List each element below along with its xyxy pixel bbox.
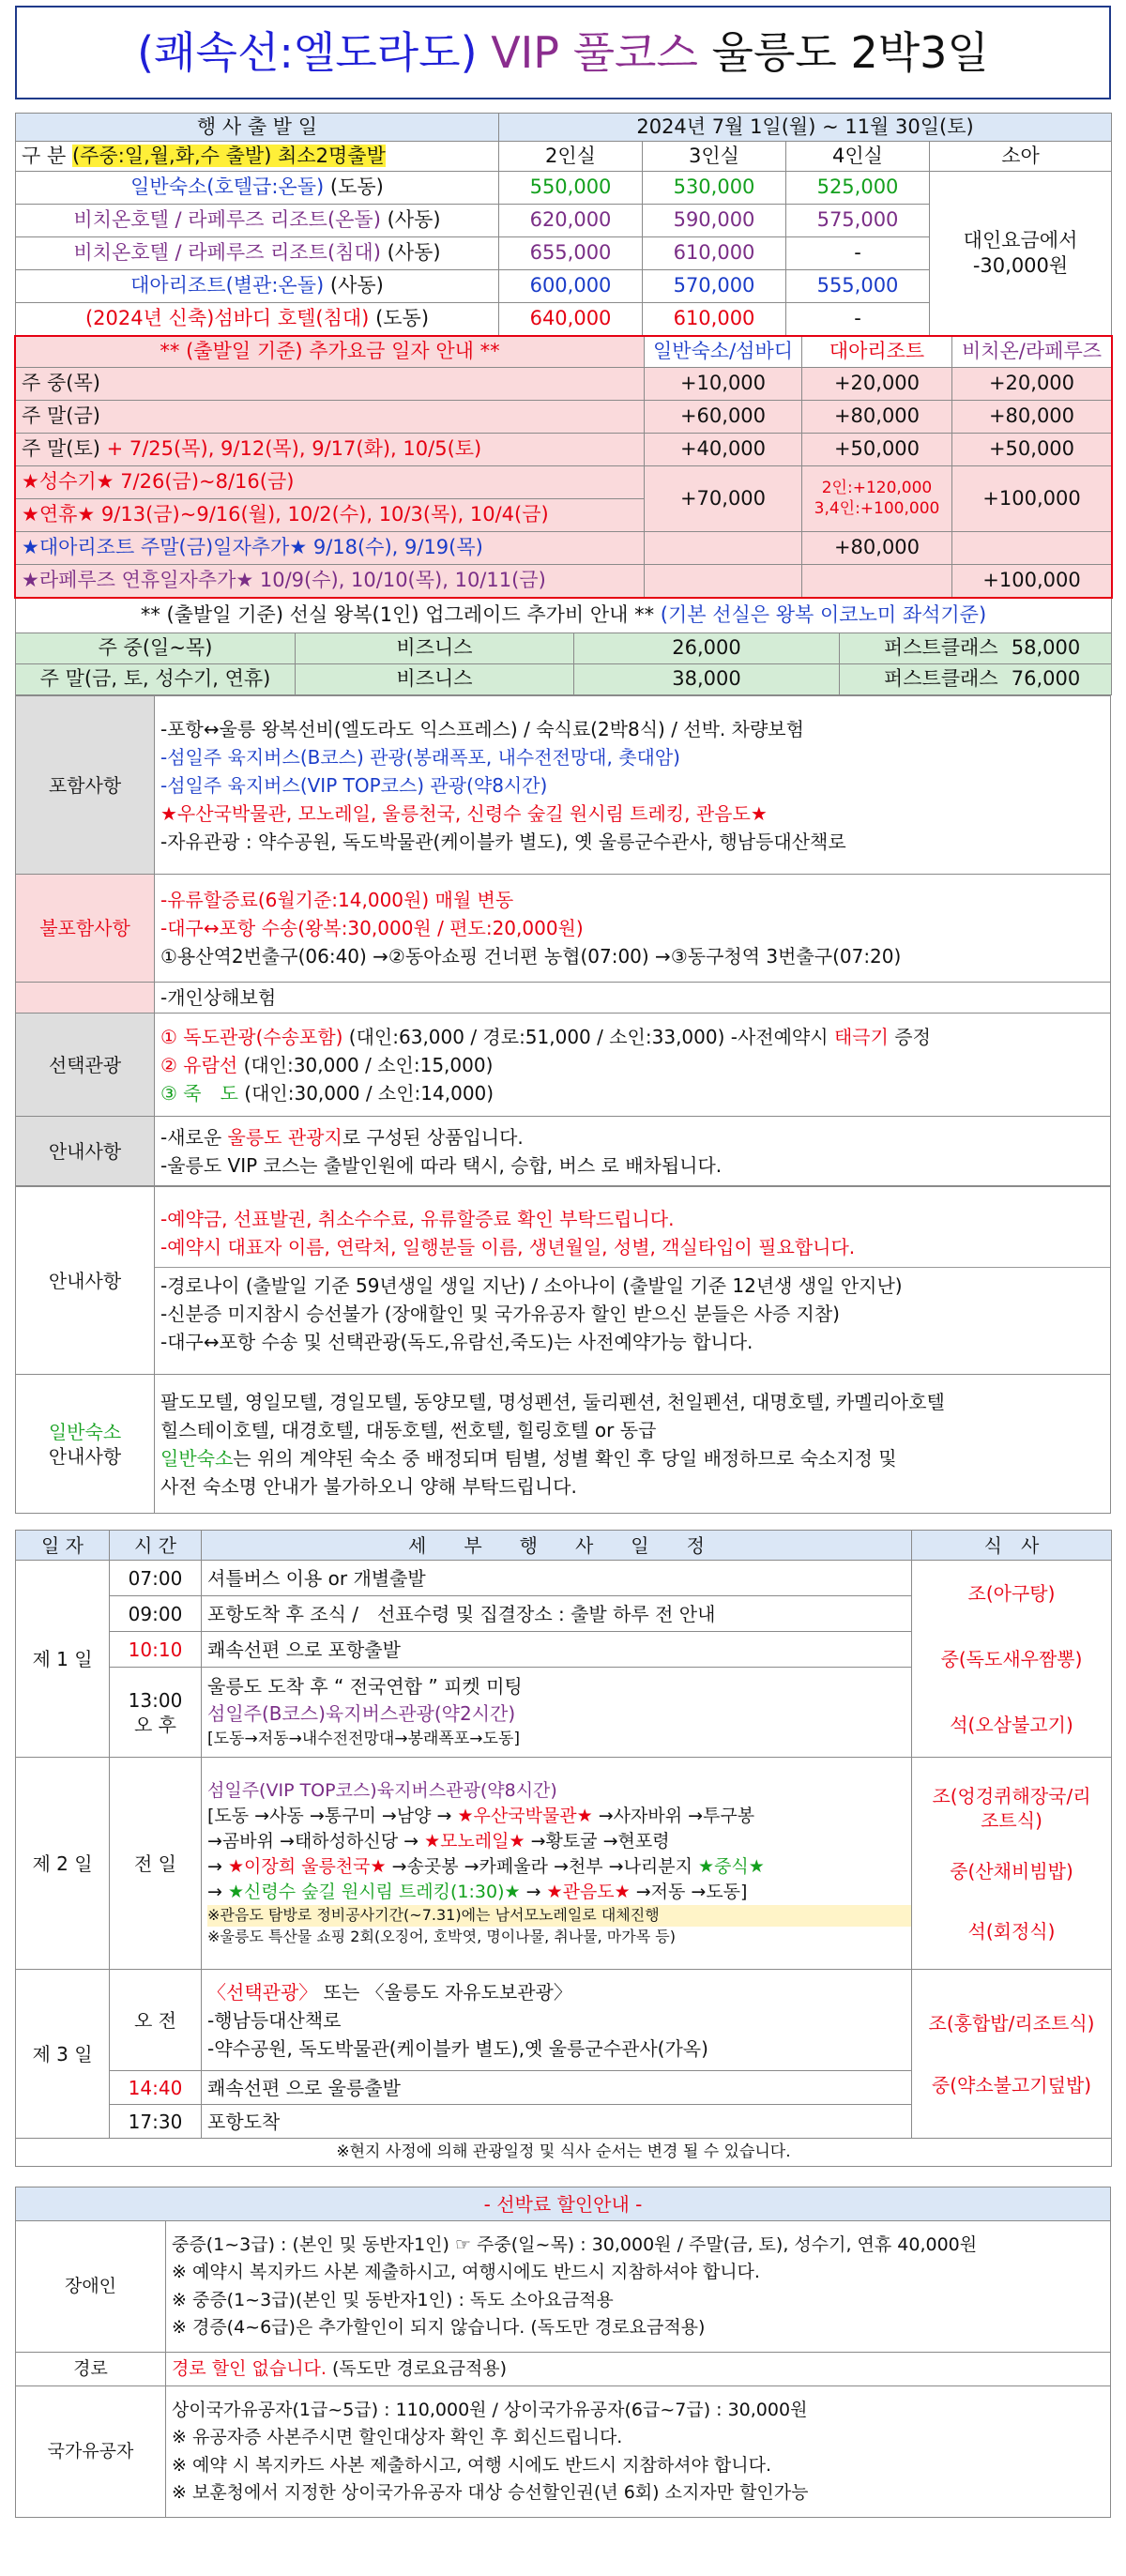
- surcharge-label: 주 말(토): [22, 437, 100, 461]
- veteran-line: ※ 유공자증 사본주시면 할인대상자 확인 후 회신드립니다.: [172, 2427, 623, 2448]
- notice1-label: 안내사항: [16, 1117, 155, 1186]
- sched-event: [207, 1978, 911, 2006]
- sched-header-time: 시 간: [110, 1531, 202, 1561]
- notice2-line: -대구↔포항 수송 및 선택관광(독도,유람선,죽도)는 사전예약가능 합니다.: [160, 1331, 753, 1353]
- lodging-line: 힐스테이호텔, 대경호텔, 대동호텔, 썬호텔, 힐링호텔 or 동급: [160, 1418, 657, 1441]
- include-line: ★우산국박물관, 모노레일, 울릉천국, 신령수 숲길 원시림 트레킹, 관음도★: [160, 801, 768, 825]
- exclude-insurance: -개인상해보험: [155, 983, 1111, 1014]
- holiday-label: ★연휴★: [22, 503, 96, 526]
- upgrade-class: 비즈니스: [296, 633, 574, 664]
- surcharge-value: +50,000: [952, 434, 1112, 466]
- lodging-text: 는 위의 계약된 숙소 중 배정되며 팀별, 성별 확인 후 당일 배정하므로 숙소지정 및: [233, 1446, 897, 1470]
- lodging-content: [155, 1375, 1111, 1514]
- price-cell: 555,000: [786, 270, 930, 303]
- daea-dates: 9/18(수), 9/19(목): [307, 536, 483, 559]
- discount-section: [15, 2187, 1111, 2518]
- ev-highlight: ★모노레일★: [418, 1831, 525, 1852]
- sched-event: 포항도착: [202, 2105, 912, 2139]
- room-loc: (사동): [329, 274, 384, 297]
- room-loc: (도동): [375, 307, 430, 330]
- lodging-label-1: 일반숙소: [48, 1420, 122, 1443]
- notice2-label: 안내사항: [16, 1187, 155, 1375]
- sched-header-meal: 식 사: [912, 1531, 1112, 1561]
- exclude-line: ①용산역2번출구(06:40) →②동아쇼핑 건너편 농협(07:00) →③동구청역 3번출구(07:20): [160, 945, 902, 968]
- room-name: 일반숙소(호텔급:온돌): [130, 175, 325, 199]
- optional-line: [160, 1079, 1110, 1107]
- title-box: [15, 6, 1111, 99]
- ev-part: →: [207, 1882, 222, 1903]
- surcharge-value: +20,000: [802, 368, 952, 401]
- price-cell: -: [786, 237, 930, 270]
- ev-part: [도동 →사동 →통구미 →남양 →: [207, 1806, 452, 1827]
- opt-cruise-price: (대인:30,000 / 소인:15,000): [237, 1053, 494, 1076]
- sched-time: 07:00: [110, 1561, 202, 1596]
- senior-label: 경로: [16, 2353, 166, 2386]
- price-cell: 530,000: [643, 172, 786, 205]
- period-label: 행 사 출 발 일: [16, 114, 499, 142]
- upgrade-label: 주 중(일~목): [16, 633, 296, 664]
- upgrade-class: 비즈니스: [296, 664, 574, 695]
- sched-event: [207, 1880, 911, 1905]
- schedule-section: [15, 1530, 1111, 2167]
- notice1-c: 로 구성된 상품입니다.: [342, 1125, 524, 1149]
- day3-meals: [912, 1970, 1112, 2139]
- ev-part: →: [207, 1856, 222, 1878]
- surcharge-value: +60,000: [645, 401, 802, 434]
- price-cell: 655,000: [499, 237, 643, 270]
- empty-cell: [952, 532, 1112, 565]
- holiday-dates: 9/13(금)~9/16(월), 10/2(수), 10/3(목), 10/4(금): [95, 503, 549, 526]
- price-cell: 550,000: [499, 172, 643, 205]
- upgrade-label: 주 말(금, 토, 성수기, 연휴): [16, 664, 296, 695]
- include-line: -섬일주 육지버스(B코스) 관광(봉래폭포, 내수전전망대, 촛대암): [160, 745, 680, 769]
- day1-label: 제 1 일: [16, 1561, 110, 1758]
- exclude-label-cont: [16, 983, 155, 1014]
- optional-line: [160, 1051, 1110, 1079]
- title-vip: VIP 풀코스: [477, 27, 698, 78]
- exclude-content: [155, 875, 1111, 983]
- sched-event: 포항도착 후 조식 / 선표수령 및 집결장소 : 출발 하루 전 안내: [202, 1596, 912, 1632]
- sched-note: ※울릉도 특산물 쇼핑 2회(오징어, 호박엿, 명이나물, 취나물, 마가목 등): [207, 1927, 676, 1945]
- price-cell: 610,000: [643, 303, 786, 336]
- surcharge-value: +50,000: [802, 434, 952, 466]
- sched-event: [207, 1854, 911, 1880]
- include-content: [155, 696, 1111, 875]
- lodging-line: 사전 숙소명 안내가 불가하오니 양해 부탁드립니다.: [160, 1474, 577, 1498]
- schedule-note: ※현지 사정에 의해 관광일정 및 식사 순서는 변경 될 수 있습니다.: [16, 2139, 1112, 2167]
- gubun-cell: [16, 142, 499, 172]
- exclude-line: -대구↔포항 수송(왕복:30,000원 / 편도:20,000원): [160, 917, 584, 939]
- surcharge-value: +10,000: [645, 368, 802, 401]
- room-row-5: [16, 303, 499, 336]
- lap-value: +100,000: [952, 565, 1112, 598]
- notice2-line: -신분증 미지참시 승선불가 (장애할인 및 국가유공자 할인 받으신 분들은 사증 지참): [160, 1303, 840, 1325]
- room-loc: (사동): [387, 208, 441, 232]
- daea-value: +80,000: [802, 532, 952, 565]
- peak-dates: 7/26(금)~8/16(금): [114, 470, 295, 494]
- holiday-season: [16, 499, 645, 532]
- peak-label: ★성수기★: [22, 470, 114, 494]
- price-cell: 570,000: [643, 270, 786, 303]
- opt-dokdo-price: (대인:63,000 / 경로:51,000 / 소인:33,000) -사전예약시: [342, 1025, 834, 1048]
- sched-time: 10:10: [110, 1632, 202, 1668]
- price-cell: 640,000: [499, 303, 643, 336]
- opt-jukdo: ③ 죽 도: [160, 1081, 238, 1105]
- peak-season: [16, 466, 645, 499]
- room-name: 비치온호텔 / 라페루즈 리조트(온돌): [73, 208, 381, 232]
- disabled-label: 장애인: [16, 2221, 166, 2353]
- surcharge-col-3: 비치온/라페루즈: [952, 337, 1112, 368]
- opt-jukdo-price: (대인:30,000 / 소인:14,000): [237, 1081, 495, 1105]
- price-cell: 610,000: [643, 237, 786, 270]
- sched-event: 섬일주(B코스)육지버스관광(약2시간): [207, 1702, 516, 1726]
- include-line: -섬일주 육지버스(VIP TOP코스) 관광(약8시간): [160, 773, 548, 797]
- include-line: -포항↔울릉 왕복선비(엘도라도 익스프레스) / 숙식료(2박8식) / 선박. 차량보험: [160, 717, 804, 740]
- period-value: 2024년 7월 1일(월) ~ 11월 30일(토): [499, 114, 1112, 142]
- surcharge-value: +80,000: [802, 401, 952, 434]
- room-name: (2024년 신축)섬바디 호텔(침대): [84, 307, 370, 330]
- disabled-line: 중증(1~3급) : (본인 및 동반자1인) ☞ 주중(일~목) : 30,000원 / 주말(금, 토), 성수기, 연휴 40,000원: [172, 2233, 978, 2255]
- child-note: [930, 172, 1112, 336]
- child-note-text: 대인요금에서 -30,000원: [963, 228, 1078, 277]
- notice1-content: [155, 1117, 1111, 1186]
- sched-time-block: [110, 1668, 202, 1758]
- price-cell: 525,000: [786, 172, 930, 205]
- notice1-a: -새로운: [160, 1125, 228, 1149]
- day3-label: 제 3 일: [16, 1970, 110, 2139]
- price-cell: -: [786, 303, 930, 336]
- meal-breakfast: 조(아구탕): [967, 1581, 1056, 1605]
- ev-highlight: ★신령수 숲길 원시림 트레킹(1:30)★: [221, 1882, 521, 1903]
- ev-part: →저동 →도동]: [630, 1882, 748, 1903]
- include-label: 포함사항: [16, 696, 155, 875]
- disabled-line: ※ 예약시 복지카드 사본 제출하시고, 여행시에도 반드시 지참하셔야 합니다.: [172, 2262, 760, 2283]
- disabled-line: ※ 중증(1~3급)(본인 및 동반자1인) : 독도 소아요금적용: [172, 2289, 614, 2310]
- disabled-content: [166, 2221, 1111, 2353]
- meal-breakfast: 조(홍합밥/리조트식): [928, 2011, 1095, 2035]
- optional-label: 선택관광: [16, 1014, 155, 1117]
- col-4person: 4인실: [786, 142, 930, 172]
- sched-header-detail: 세 부 행 사 일 정: [202, 1531, 912, 1561]
- peak-value-daea: [802, 466, 952, 532]
- price-cell: 620,000: [499, 205, 643, 237]
- ev-part: 또는 〈울릉도 자유도보관광〉: [317, 1980, 572, 2004]
- col-3person: 3인실: [643, 142, 786, 172]
- room-row-4: [16, 270, 499, 303]
- room-row-3: [16, 237, 499, 270]
- price-cell: 590,000: [643, 205, 786, 237]
- gubun-note: (주중:일,월,화,수 출발) 최소2명출발: [71, 144, 386, 167]
- opt-dokdo: ① 독도관광(수송포함): [160, 1025, 343, 1048]
- empty-cell: [802, 565, 952, 598]
- col-child: 소아: [930, 142, 1112, 172]
- notice-section: [15, 1186, 1111, 1514]
- notice1-b: 울릉도 관광지: [227, 1125, 342, 1149]
- upgrade-note: (기본 선실은 왕복 이코노미 좌석기준): [654, 603, 987, 627]
- daea-extra: [16, 532, 645, 565]
- upgrade-price: 76,000: [1011, 667, 1081, 691]
- upgrade-header: [16, 599, 1112, 633]
- room-loc: (사동): [387, 241, 441, 265]
- surcharge-sat: [16, 434, 645, 466]
- daea-label: ★대아리조트 주말(금)일자추가★: [22, 536, 308, 559]
- upgrade-title: ** (출발일 기준) 선실 왕복(1인) 업그레이드 추가비 안내 **: [140, 603, 655, 627]
- ev-part: →황토굴 →현포령: [525, 1831, 670, 1852]
- notice2-line: -예약금, 선표발권, 취소수수료, 유류할증료 확인 부탁드립니다.: [160, 1208, 675, 1230]
- exclude-label: 불포함사항: [16, 875, 155, 983]
- gubun-label: 구 분: [22, 144, 67, 167]
- empty-cell: [645, 565, 802, 598]
- lodging-line: 팔도모텔, 영일모텔, 경일모텔, 동양모텔, 명성펜션, 둘리펜션, 천일펜션, 대명호텔, 카멜리아호텔: [160, 1390, 945, 1413]
- title-ship: (쾌속선:엘도라도): [137, 27, 478, 78]
- senior-note: (독도만 경로요금적용): [326, 2358, 508, 2380]
- ev-optional: 〈선택관광〉: [207, 1980, 318, 2004]
- sched-event: 울릉도 도착 후 “ 전국연합 ” 피켓 미팅: [207, 1675, 523, 1699]
- upgrade-price: 38,000: [574, 664, 840, 695]
- sched-time: 오 전: [110, 1970, 202, 2071]
- day1-meals: [912, 1561, 1112, 1758]
- discount-header: - 선박료 할인안내 -: [16, 2187, 1111, 2221]
- upgrade-class: 퍼스트클래스: [883, 667, 998, 691]
- notice2-line: -경로나이 (출발일 기준 59년생일 생일 지난) / 소아나이 (출발일 기준 12년생 생일 안지난): [160, 1274, 903, 1297]
- exclude-line: -유류할증료(6월기준:14,000원) 매월 변동: [160, 889, 514, 911]
- room-row-1: [16, 172, 499, 205]
- day2-label: 제 2 일: [16, 1758, 110, 1970]
- ev-highlight: ★이장희 울릉천국★: [221, 1856, 387, 1878]
- surcharge-header: ** (출발일 기준) 추가요금 일자 안내 **: [16, 337, 645, 368]
- sched-event: 쾌속선편 으로 포항출발: [202, 1632, 912, 1668]
- sched-event-block: [202, 1668, 912, 1758]
- notice1-line: -울릉도 VIP 코스는 출발인원에 따라 택시, 승합, 버스 로 배차됩니다.: [160, 1153, 723, 1177]
- meal-dinner: 석(회정식): [967, 1919, 1056, 1943]
- day2-meals: [912, 1758, 1112, 1970]
- sched-time: 오 후: [134, 1713, 176, 1736]
- sched-time: 09:00: [110, 1596, 202, 1632]
- col-2person: 2인실: [499, 142, 643, 172]
- peak-value-daea-34: 3,4인:+100,000: [814, 498, 940, 518]
- ev-highlight: ★관음도★: [540, 1882, 631, 1903]
- sched-time: 13:00: [128, 1688, 183, 1712]
- surcharge-label: 주 말(금): [16, 401, 645, 434]
- notice2-divider: [155, 1267, 1110, 1268]
- price-cell: 600,000: [499, 270, 643, 303]
- senior-content: [166, 2353, 1111, 2386]
- lap-extra: [16, 565, 645, 598]
- surcharge-dates: + 7/25(목), 9/12(목), 9/17(화), 10/5(토): [99, 437, 482, 461]
- peak-value-lap: +100,000: [952, 466, 1112, 532]
- ev-part: →송곳봉 →카페울라 →천부 →나리분지: [386, 1856, 692, 1878]
- price-cell: 575,000: [786, 205, 930, 237]
- opt-cruise: ② 유람선: [160, 1053, 238, 1076]
- meal-breakfast: 조(엉겅퀴해장국/리조트식): [932, 1784, 1091, 1832]
- optional-content: [155, 1014, 1111, 1117]
- optional-line: [160, 1023, 1110, 1051]
- opt-flag-tail: 증정: [888, 1025, 931, 1048]
- senior-text: 경로 할인 없습니다.: [172, 2358, 327, 2380]
- meal-lunch: 중(약소불고기덮밥): [931, 2073, 1092, 2096]
- peak-value-general: +70,000: [645, 466, 802, 532]
- ev-part: →사자바위 →투구봉: [592, 1806, 755, 1827]
- meal-lunch: 중(독도새우짬뽕): [940, 1647, 1083, 1670]
- lodging-general: 일반숙소: [160, 1446, 234, 1470]
- sched-time: 14:40: [110, 2071, 202, 2105]
- veteran-label: 국가유공자: [16, 2386, 166, 2518]
- sched-event: -행남등대산책로: [207, 2008, 342, 2032]
- meal-dinner: 석(오삼불고기): [950, 1713, 1073, 1736]
- upgrade-price: 58,000: [1011, 636, 1081, 660]
- surcharge-value: +40,000: [645, 434, 802, 466]
- ev-part: →: [520, 1882, 541, 1903]
- upgrade-class-price: [840, 664, 1112, 695]
- surcharge-col-1: 일반숙소/섬바디: [645, 337, 802, 368]
- meal-lunch: 중(산채비빔밥): [950, 1859, 1073, 1882]
- surcharge-value: +20,000: [952, 368, 1112, 401]
- day3-events: [202, 1970, 912, 2071]
- sched-event: [207, 1829, 911, 1854]
- sched-event: 쾌속선편 으로 울릉출발: [202, 2071, 912, 2105]
- disabled-line: ※ 경증(4~6급)은 추가할인이 되지 않습니다. (독도만 경로요금적용): [172, 2316, 706, 2338]
- day2-events: [202, 1758, 912, 1970]
- lap-dates: 10/9(수), 10/10(목), 10/11(금): [253, 569, 546, 592]
- sched-time: 17:30: [110, 2105, 202, 2139]
- upgrade-class: 퍼스트클래스: [883, 636, 998, 660]
- ev-highlight: ★우산국박물관★: [451, 1806, 593, 1827]
- room-row-2: [16, 205, 499, 237]
- sched-event: -약수공원, 독도박물관(케이블카 별도),옛 울릉군수관사(가옥): [207, 2036, 708, 2060]
- room-loc: (도동): [329, 175, 384, 199]
- veteran-content: [166, 2386, 1111, 2518]
- upgrade-price: 26,000: [574, 633, 840, 664]
- sched-event: 셔틀버스 이용 or 개별출발: [202, 1561, 912, 1596]
- room-name: 비치온호텔 / 라페루즈 리조트(침대): [73, 241, 381, 265]
- title-dest: 울릉도 2박3일: [697, 27, 989, 78]
- veteran-line: 상이국가유공자(1급~5급) : 110,000원 / 상이국가유공자(6급~7급) : 30,000원: [172, 2399, 808, 2420]
- notice1-line: [160, 1123, 1110, 1151]
- peak-value-daea-2: 2인:+120,000: [821, 479, 933, 498]
- notice2-content: [155, 1187, 1111, 1375]
- surcharge-value: +80,000: [952, 401, 1112, 434]
- veteran-line: ※ 보훈청에서 지정한 상이국가유공자 대상 승선할인권(년 6회) 소지자만 할인가능: [172, 2481, 809, 2503]
- price-section: [15, 113, 1111, 1186]
- sched-event: [207, 1804, 911, 1829]
- lodging-label: [16, 1375, 155, 1514]
- notice2-line: -예약시 대표자 이름, 연락처, 일행분들 이름, 생년월일, 성별, 객실타입이 필요합니다.: [160, 1236, 856, 1258]
- sched-event: [도동→저동→내수전전망대→봉래폭포→도동]: [207, 1730, 520, 1749]
- surcharge-col-2: 대아리조트: [802, 337, 952, 368]
- lodging-label-2: 안내사항: [48, 1444, 122, 1468]
- opt-flag: 태극기: [833, 1025, 889, 1048]
- room-name: 대아리조트(별관:온돌): [130, 274, 325, 297]
- sched-header-day: 일 자: [16, 1531, 110, 1561]
- ev-part: →곰바위 →태하성하신당 →: [207, 1831, 419, 1852]
- include-line: -자유관광 : 약수공원, 독도박물관(케이블카 별도), 옛 울릉군수관사, 행남등대산책로: [160, 830, 846, 853]
- lodging-line: [160, 1444, 1110, 1472]
- ev-lunch: ★중식★: [692, 1856, 765, 1878]
- veteran-line: ※ 예약 시 복지카드 사본 제출하시고, 여행 시에도 반드시 지참하셔야 합니다.: [172, 2454, 772, 2476]
- lap-label: ★라페루즈 연휴일자추가★: [22, 569, 254, 592]
- day2-time: 전 일: [110, 1758, 202, 1970]
- upgrade-class-price: [840, 633, 1112, 664]
- surcharge-label: 주 중(목): [16, 368, 645, 401]
- sched-event: 섬일주(VIP TOP코스)육지버스관광(약8시간): [207, 1780, 557, 1802]
- sched-note: ※관음도 탐방로 정비공사기간(~7.31)에는 남서모노레일로 대체진행: [207, 1905, 911, 1927]
- empty-cell: [645, 532, 802, 565]
